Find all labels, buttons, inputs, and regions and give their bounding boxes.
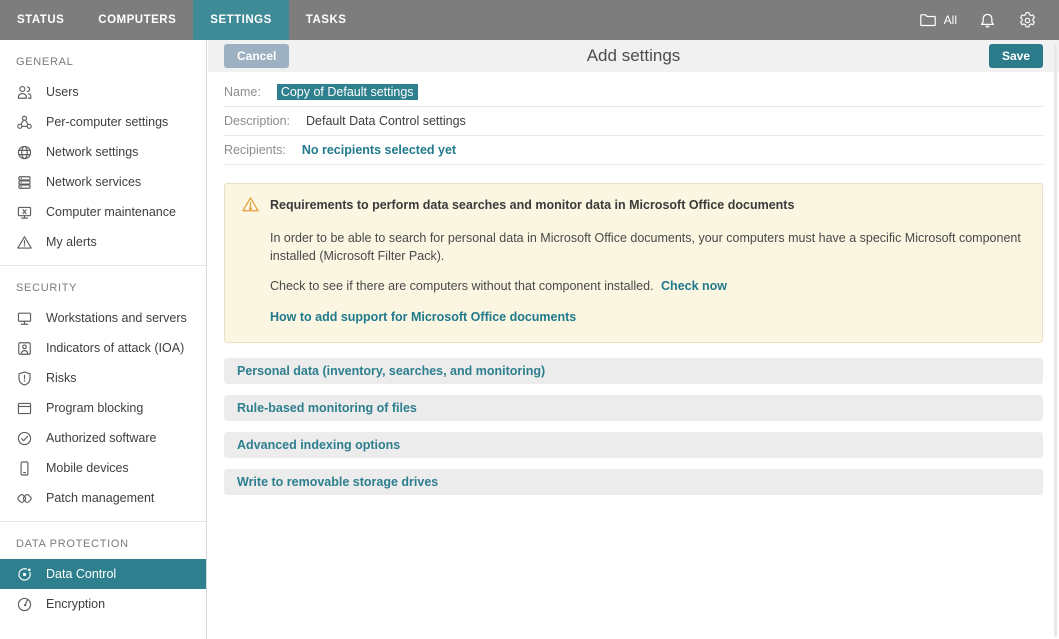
name-input[interactable]: Copy of Default settings bbox=[277, 84, 418, 100]
server-stack-icon bbox=[16, 174, 33, 191]
per-computer-settings-icon bbox=[16, 114, 33, 131]
description-label: Description: bbox=[224, 114, 290, 128]
name-label: Name: bbox=[224, 85, 261, 99]
sidebar-item-encryption[interactable] bbox=[0, 589, 206, 619]
sidebar-item-label: Indicators of attack (IOA) bbox=[46, 341, 185, 355]
check-circle-icon bbox=[16, 430, 33, 447]
scrollbar[interactable] bbox=[1054, 45, 1057, 637]
users-icon bbox=[16, 84, 33, 101]
sidebar-item-my-alerts[interactable] bbox=[0, 227, 206, 257]
page-title: Add settings bbox=[586, 46, 681, 65]
recipients-label: Recipients: bbox=[224, 143, 286, 157]
sidebar-item-data-control[interactable] bbox=[0, 559, 206, 589]
group-filter[interactable] bbox=[919, 12, 957, 28]
globe-icon bbox=[16, 144, 33, 161]
check-now-link[interactable]: Check now bbox=[661, 279, 728, 293]
tab-tasks[interactable]: TASKS bbox=[305, 14, 347, 26]
notifications-button[interactable] bbox=[979, 12, 996, 29]
bell-icon bbox=[979, 12, 996, 29]
gear-icon bbox=[1018, 11, 1037, 30]
sidebar-item-label: Risks bbox=[46, 371, 77, 385]
sidebar-item-label: Authorized software bbox=[46, 431, 157, 445]
office-support-help-link[interactable]: How to add support for Microsoft Office documents bbox=[270, 309, 577, 324]
cancel-button[interactable]: Cancel bbox=[224, 44, 289, 68]
sidebar-item-indicators-of-attack[interactable] bbox=[0, 333, 206, 363]
person-badge-icon bbox=[16, 340, 33, 357]
phone-icon bbox=[16, 460, 33, 477]
recipients-row bbox=[224, 136, 1043, 165]
description-input[interactable]: Default Data Control settings bbox=[306, 114, 466, 128]
sidebar-item-users[interactable] bbox=[0, 77, 206, 107]
warning-check-line bbox=[270, 278, 1026, 296]
warning-header bbox=[241, 197, 1026, 217]
settings-sidebar bbox=[0, 40, 207, 639]
settings-sections bbox=[224, 358, 1043, 495]
sidebar-section-data-protection bbox=[0, 521, 206, 619]
warning-triangle-icon bbox=[16, 234, 33, 251]
section-personal-data[interactable]: Personal data (inventory, searches, and monitoring) bbox=[224, 358, 1043, 384]
sidebar-item-label: My alerts bbox=[46, 235, 97, 249]
sidebar-item-network-settings[interactable] bbox=[0, 137, 206, 167]
dial-icon bbox=[16, 596, 33, 613]
warning-title: Requirements to perform data searches and monitor data in Microsoft Office documents bbox=[270, 198, 795, 212]
warning-triangle-icon bbox=[241, 197, 260, 217]
sidebar-item-label: Users bbox=[46, 85, 79, 99]
tab-computers[interactable]: COMPUTERS bbox=[98, 14, 177, 26]
sidebar-item-computer-maintenance[interactable] bbox=[0, 197, 206, 227]
group-filter-label: All bbox=[943, 13, 957, 27]
warning-body: In order to be able to search for personal data in Microsoft Office documents, your computers must have a specific Microsoft component installed (Microsoft Filter Pack). bbox=[270, 231, 1021, 263]
orbit-icon bbox=[16, 566, 33, 583]
sidebar-item-label: Data Control bbox=[46, 567, 117, 581]
sidebar-section-security bbox=[0, 265, 206, 513]
top-navigation-bar bbox=[0, 0, 1059, 40]
section-advanced-indexing[interactable]: Advanced indexing options bbox=[224, 432, 1043, 458]
recipients-link[interactable]: No recipients selected yet bbox=[301, 143, 457, 157]
name-row bbox=[224, 78, 1043, 107]
section-rule-based-monitoring[interactable]: Rule-based monitoring of files bbox=[224, 395, 1043, 421]
sidebar-item-risks[interactable] bbox=[0, 363, 206, 393]
sidebar-item-per-computer-settings[interactable] bbox=[0, 107, 206, 137]
sidebar-item-label: Program blocking bbox=[46, 401, 144, 415]
shield-exclamation-icon bbox=[16, 370, 33, 387]
warning-help-line bbox=[270, 309, 1026, 327]
tab-settings[interactable]: SETTINGS bbox=[193, 0, 289, 40]
sidebar-item-label: Workstations and servers bbox=[46, 311, 187, 325]
topbar-controls bbox=[919, 0, 1059, 40]
section-title-data-protection: DATA PROTECTION bbox=[16, 538, 129, 550]
general-settings-button[interactable] bbox=[1018, 11, 1037, 30]
section-write-removable-storage[interactable]: Write to removable storage drives bbox=[224, 469, 1043, 495]
section-title-general: GENERAL bbox=[16, 56, 74, 68]
sidebar-item-label: Network settings bbox=[46, 145, 139, 159]
sidebar-item-label: Patch management bbox=[46, 491, 155, 505]
settings-form bbox=[224, 78, 1043, 165]
sidebar-item-label: Mobile devices bbox=[46, 461, 129, 475]
sidebar-section-general bbox=[0, 40, 206, 257]
monitor-x-icon bbox=[16, 204, 33, 221]
save-button[interactable]: Save bbox=[989, 44, 1043, 68]
warning-check-text: Check to see if there are computers without that component installed. bbox=[270, 279, 654, 293]
main-content bbox=[208, 40, 1059, 639]
action-bar bbox=[208, 40, 1059, 72]
sidebar-item-label: Encryption bbox=[46, 597, 106, 611]
sidebar-item-patch-management[interactable] bbox=[0, 483, 206, 513]
sidebar-item-label: Computer maintenance bbox=[46, 205, 176, 219]
section-title-security: SECURITY bbox=[16, 282, 78, 294]
folder-icon bbox=[919, 12, 937, 28]
sidebar-item-workstations-and-servers[interactable] bbox=[0, 303, 206, 333]
tab-status[interactable]: STATUS bbox=[17, 14, 65, 26]
sidebar-item-label: Per-computer settings bbox=[46, 115, 169, 129]
monitor-icon bbox=[16, 310, 33, 327]
office-requirements-warning bbox=[224, 183, 1043, 343]
sidebar-item-program-blocking[interactable] bbox=[0, 393, 206, 423]
description-row bbox=[224, 107, 1043, 136]
window-icon bbox=[16, 400, 33, 417]
sidebar-item-label: Network services bbox=[46, 175, 142, 189]
patch-knot-icon bbox=[16, 490, 33, 507]
sidebar-item-network-services[interactable] bbox=[0, 167, 206, 197]
sidebar-item-authorized-software[interactable] bbox=[0, 423, 206, 453]
sidebar-item-mobile-devices[interactable] bbox=[0, 453, 206, 483]
